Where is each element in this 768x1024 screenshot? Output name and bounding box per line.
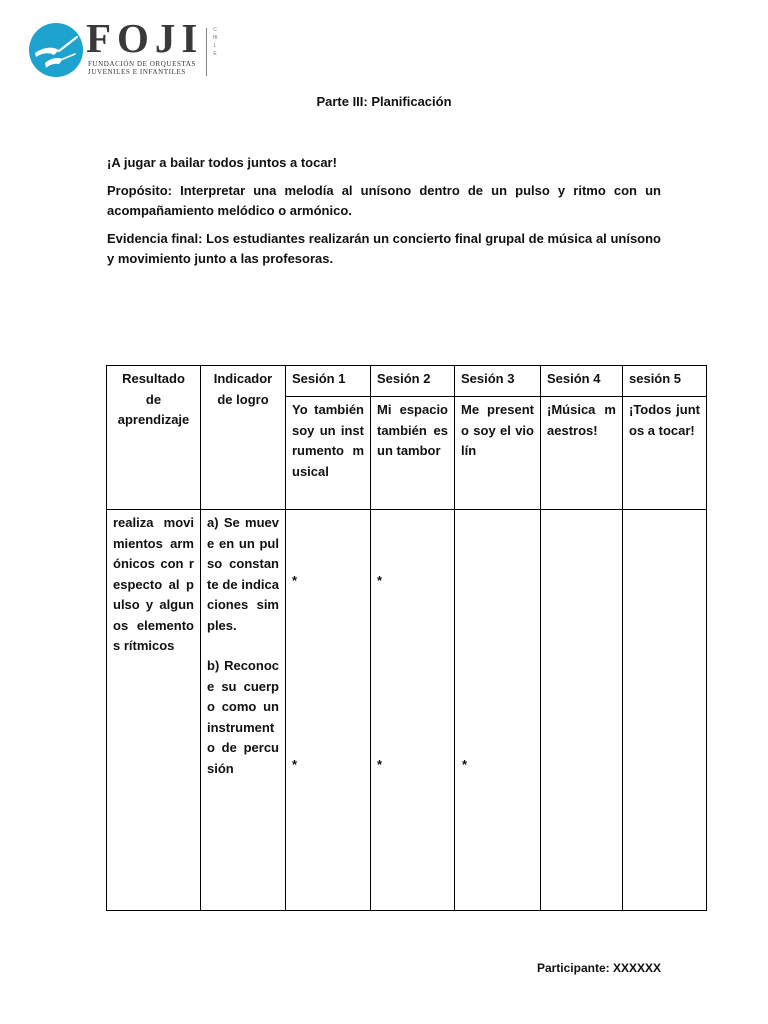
mark-session-2-b: * [377, 757, 383, 772]
session-3-title: Me presento soy el violín [455, 397, 541, 510]
activity-title: ¡A jugar a bailar todos juntos a tocar! [107, 155, 337, 170]
session-1-cell [286, 510, 371, 911]
header-session-1: Sesión 1 [286, 366, 371, 397]
header-result: Resultado de aprendizaje [107, 366, 201, 510]
logo-divider [206, 28, 207, 76]
achievement-indicators [201, 510, 286, 911]
logo-subtitle [88, 60, 196, 76]
logo-subtitle-line1: FUNDACIÓN DE ORQUESTAS [88, 60, 196, 68]
foji-logo [28, 15, 228, 80]
header-session-5: sesión 5 [623, 366, 707, 397]
logo-side-text: CHILE [212, 27, 218, 57]
indicator-b: b) Reconoce su cuerpo como un instrumento de percusión [207, 658, 279, 776]
purpose-text: Propósito: Interpretar una melodía al unísono dentro de un pulso y ritmo con un acompañamiento melódico o armónico. [107, 183, 661, 218]
participant-label: Participante: XXXXXX [536, 961, 661, 975]
learning-result: realiza movimientos armónicos con respecto al pulso y algunos elementos rítmicos [107, 510, 201, 911]
session-3-cell [455, 510, 541, 911]
header-session-3: Sesión 3 [455, 366, 541, 397]
header-indicator: Indicador de logro [201, 366, 286, 510]
mark-session-3-b: * [462, 757, 468, 772]
logo-name: FOJI [86, 15, 204, 61]
session-1-title: Yo también soy un instrumento musical [286, 397, 371, 510]
session-5-title: ¡Todos juntos a tocar! [623, 397, 707, 510]
mark-session-1-b: * [292, 757, 298, 772]
session-4-cell [541, 510, 623, 911]
header-session-2: Sesión 2 [371, 366, 455, 397]
mark-session-2-a: * [377, 573, 383, 588]
session-4-title: ¡Música maestros! [541, 397, 623, 510]
planning-table [106, 365, 707, 911]
session-2-cell [371, 510, 455, 911]
mark-session-1-a: * [292, 573, 298, 588]
evidence-text: Evidencia final: Los estudiantes realizarán un concierto final grupal de música al unísono y movimiento junto a las profesoras. [107, 231, 661, 266]
logo-subtitle-line2: JUVENILES E INFANTILES [88, 68, 186, 76]
session-5-cell [623, 510, 707, 911]
session-2-title: Mi espacio también es un tambor [371, 397, 455, 510]
conductor-icon [28, 22, 84, 78]
indicator-a: a) Se mueve en un pulso constante de indicaciones simples. [207, 515, 279, 633]
page-heading: Parte III: Planificación [316, 94, 452, 109]
header-session-4: Sesión 4 [541, 366, 623, 397]
